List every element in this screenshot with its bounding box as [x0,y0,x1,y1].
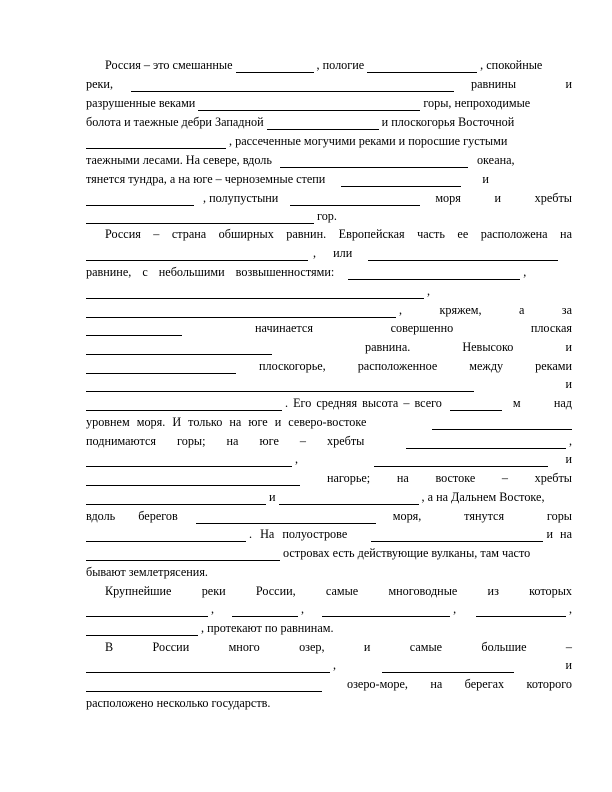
p2-line-18 [86,546,572,561]
text: и [565,452,572,466]
blank-field[interactable] [86,361,236,374]
text: , а на Дальнем Востоке, [421,490,545,504]
p2-line-17 [86,527,572,542]
text: гор. [317,209,337,223]
text: , [453,602,457,616]
text: , кряжем, а за [399,303,572,317]
blank-field[interactable] [86,193,194,206]
blank-field[interactable] [368,248,558,261]
p1-line-9 [86,209,572,224]
p2-line-8 [86,359,572,374]
p1-line-4 [86,115,572,130]
p2-line-12 [86,434,572,449]
blank-field[interactable] [86,342,272,355]
p2-line-11 [86,415,572,430]
blank-field[interactable] [371,529,543,542]
blank-field[interactable] [279,492,419,505]
p4-line-1 [86,640,572,655]
blank-field[interactable] [374,454,548,467]
text: плоскогорье, расположенное между реками [259,359,572,373]
text: , протекают по равнинам. [201,621,334,635]
p4-line-2 [86,658,572,673]
text: , [568,602,572,616]
text: и [565,658,572,672]
p1-line-8 [86,191,572,206]
blank-field[interactable] [86,398,282,411]
text: поднимаются горы; на юге – хребты [86,434,365,448]
text: , рассеченные могучими реками и поросшие густыми [229,134,508,148]
text: и на [546,527,572,541]
blank-field[interactable] [86,379,474,392]
text: и [269,490,276,504]
blank-field[interactable] [86,679,322,692]
blank-field[interactable] [86,211,314,224]
p3-line-1 [86,584,572,599]
text: и [482,172,489,186]
blank-field[interactable] [86,248,308,261]
text: океана, [476,153,515,167]
text: тянется тундра, а на юге – черноземные степи [86,172,326,186]
p4-line-3 [86,677,572,692]
blank-field[interactable] [131,79,454,92]
blank-field[interactable] [86,604,208,617]
p2-line-3 [86,265,572,280]
text: , [427,284,431,298]
text: моря, тянутся горы [392,509,572,523]
blank-field[interactable] [86,286,424,299]
text: , пологие [316,58,365,72]
blank-field[interactable] [86,454,292,467]
blank-field[interactable] [280,155,468,168]
blank-field[interactable] [236,60,314,73]
blank-field[interactable] [232,604,298,617]
blank-field[interactable] [86,548,280,561]
blank-field[interactable] [86,492,266,505]
text: расположено несколько государств. [86,696,271,710]
p4-line-4 [86,696,572,711]
text: . Его средняя высота – всего [285,396,442,410]
text: озеро-море, на берегах которого [347,677,572,691]
blank-field[interactable] [341,174,461,187]
blank-field[interactable] [367,60,477,73]
text: В России много озер, и самые большие – [105,640,572,654]
text: , полупустыни [203,191,279,205]
blank-field[interactable] [267,117,379,130]
p2-line-16 [86,509,572,524]
text: и [565,377,572,391]
text: моря и хребты [435,191,572,205]
text: разрушенные веками [86,96,196,110]
blank-field[interactable] [86,136,226,149]
p1-line-1 [86,58,572,73]
text: , [301,602,305,616]
text: островах есть действующие вулканы, там часто [283,546,531,560]
blank-field[interactable] [86,529,246,542]
p1-line-6 [86,153,572,168]
text: , [295,452,299,466]
text: , спокойные [480,58,543,72]
text: равнина. Невысоко и [365,340,572,354]
p2-line-6 [86,321,572,336]
p2-line-1 [86,227,572,242]
text: Россия – страна обширных равнин. Европейская часть ее расположена на [105,227,572,241]
text: , [523,265,527,279]
p2-line-19 [86,565,572,580]
blank-field[interactable] [86,305,396,318]
blank-field[interactable] [432,417,572,430]
text: уровнем моря. И только на юге и северо-востоке [86,415,367,429]
p2-line-5 [86,303,572,318]
text: начинается совершенно плоская [255,321,572,335]
text: , [211,602,215,616]
blank-field[interactable] [382,660,514,673]
p3-line-2 [86,602,572,617]
text: м над [512,396,572,410]
text: нагорье; на востоке – хребты [327,471,572,485]
blank-field[interactable] [348,267,520,280]
text: вдоль берегов [86,509,178,523]
p2-line-10 [86,396,572,411]
p1-line-2 [86,77,572,92]
text: равнине, с небольшими возвышенностями: [86,265,335,279]
blank-field[interactable] [198,98,420,111]
blank-field[interactable] [406,436,566,449]
blank-field[interactable] [322,604,450,617]
text: Крупнейшие реки России, самые многоводные из которых [105,584,572,598]
p2-line-2 [86,246,572,261]
text: . На полуострове [249,527,348,541]
text: горы, непроходимые [423,96,531,110]
text: , [568,434,572,448]
text: , [333,658,337,672]
p1-line-5 [86,134,572,149]
text: бывают землетрясения. [86,565,208,579]
text: реки, [86,77,113,91]
p3-line-3 [86,621,572,636]
p2-line-15 [86,490,572,505]
text: , или [313,246,353,260]
blank-field[interactable] [450,398,502,411]
p1-line-3 [86,96,572,111]
p1-line-7 [86,172,572,187]
blank-field[interactable] [86,660,330,673]
blank-field[interactable] [476,604,566,617]
text: и плоскогорья Восточной [381,115,515,129]
p2-line-4 [86,284,572,299]
text: болота и таежные дебри Западной [86,115,264,129]
p2-line-14 [86,471,572,486]
text: Россия – это смешанные [105,58,233,72]
blank-field[interactable] [290,193,420,206]
p2-line-9 [86,377,572,392]
blank-field[interactable] [86,323,182,336]
blank-field[interactable] [86,473,300,486]
blank-field[interactable] [196,511,376,524]
blank-field[interactable] [86,623,198,636]
text: равнины и [471,77,572,91]
text: таежными лесами. На севере, вдоль [86,153,272,167]
p2-line-7 [86,340,572,355]
p2-line-13 [86,452,572,467]
